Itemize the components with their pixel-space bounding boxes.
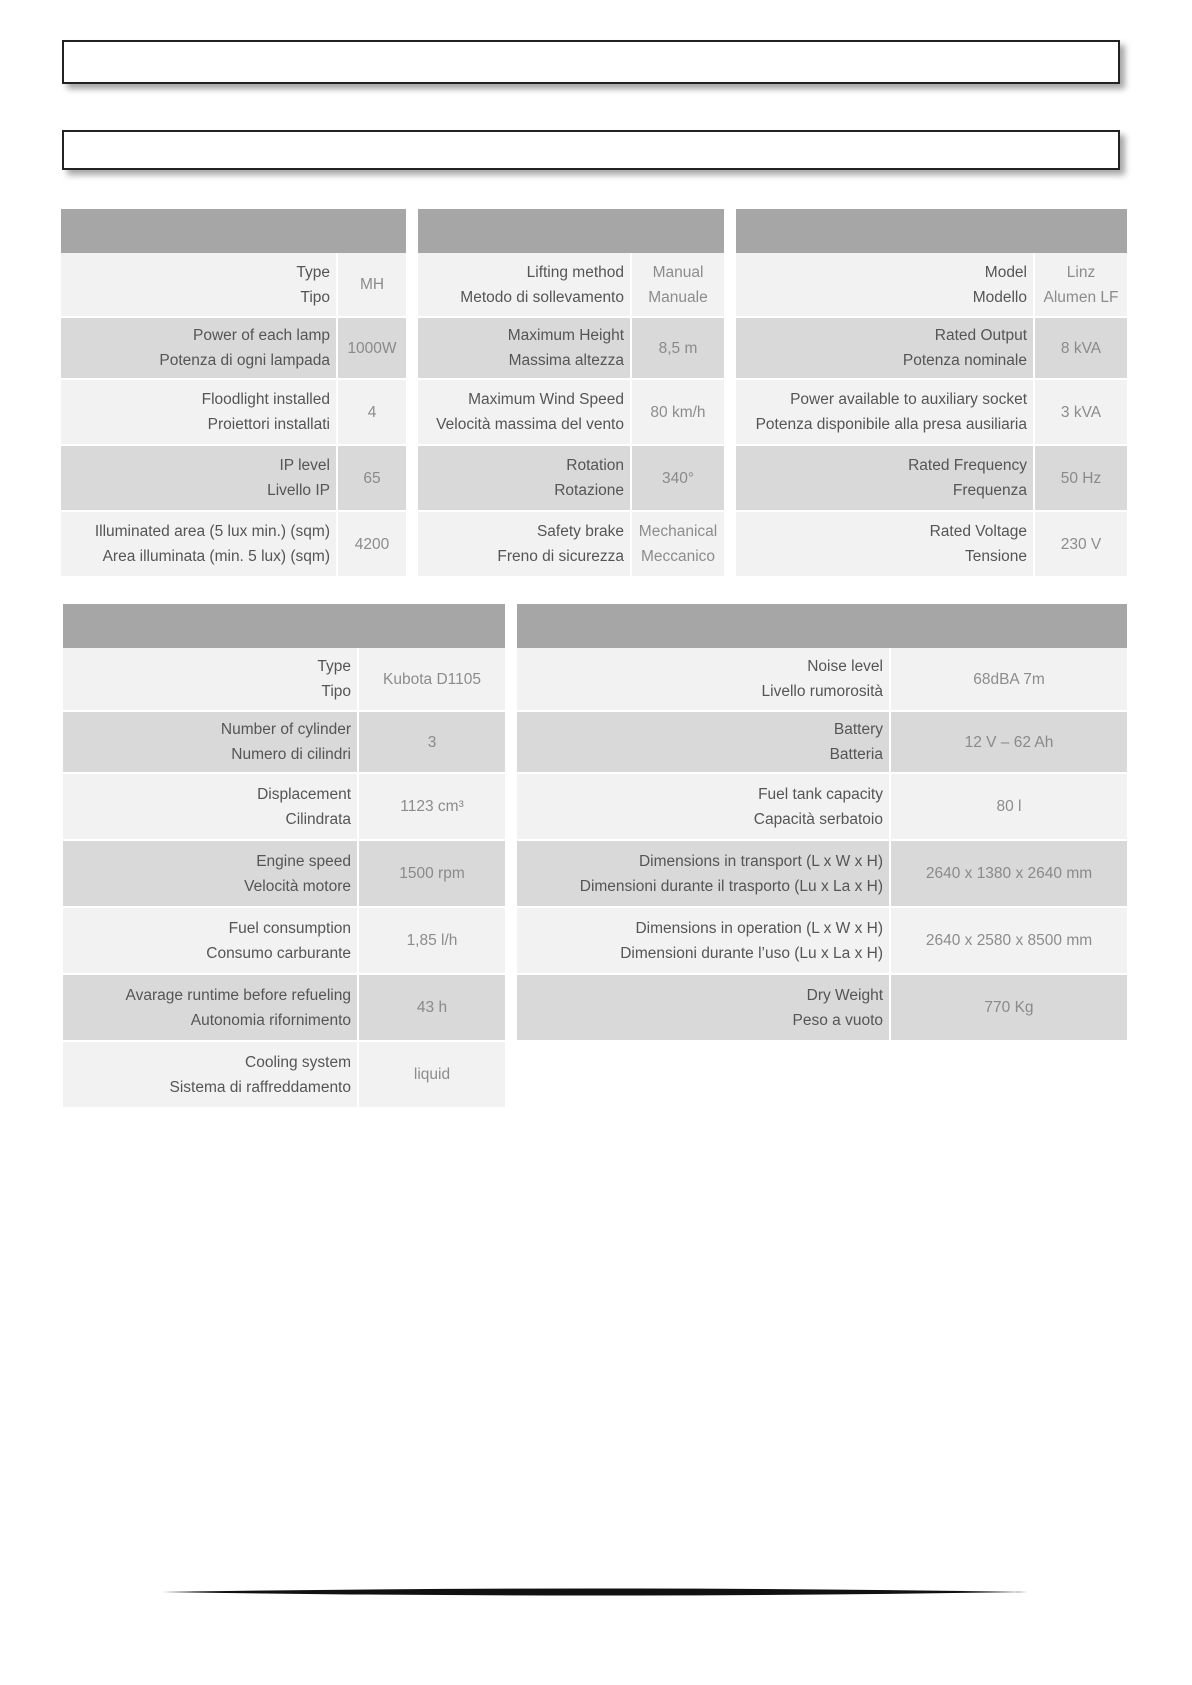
table-row xyxy=(736,317,1127,379)
label-english: Lifting method xyxy=(526,263,624,281)
label-english: Rotation xyxy=(566,457,624,474)
spec-value xyxy=(631,511,724,577)
spec-value xyxy=(337,511,406,577)
table-row xyxy=(63,648,505,711)
value-primary: 770 Kg xyxy=(984,999,1034,1016)
value-secondary: Manuale xyxy=(648,288,708,306)
value-primary: Manual xyxy=(652,263,704,281)
spec-label xyxy=(736,379,1034,445)
table-header xyxy=(418,209,724,253)
spec-value xyxy=(358,648,505,711)
spec-value xyxy=(890,773,1127,840)
spec-label xyxy=(736,253,1034,317)
value-primary: 1,85 l/h xyxy=(406,932,458,949)
table-row xyxy=(418,253,724,317)
label-english: Noise level xyxy=(807,658,883,675)
label-english: Model xyxy=(984,263,1027,281)
table-row xyxy=(61,511,406,577)
spec-label xyxy=(517,974,890,1041)
value-primary: 1123 cm³ xyxy=(400,798,464,815)
spec-value xyxy=(337,317,406,379)
table-row xyxy=(418,445,724,511)
table-row xyxy=(63,773,505,840)
spec-label xyxy=(418,253,631,317)
label-italian: Potenza di ogni lampada xyxy=(159,352,330,369)
label-italian: Dimensioni durante l’uso (Lu x La x H) xyxy=(620,944,883,962)
label-english: Dimensions in operation (L x W x H) xyxy=(635,919,883,937)
general-spec-table xyxy=(517,604,1127,1042)
table-row xyxy=(736,511,1127,577)
spec-label xyxy=(736,317,1034,379)
value-primary: 230 V xyxy=(1060,535,1102,553)
label-italian: Tipo xyxy=(321,683,351,700)
spec-value xyxy=(631,317,724,379)
table-header xyxy=(517,604,1127,648)
spec-label xyxy=(736,511,1034,577)
lighting-spec-table xyxy=(61,209,406,578)
spec-label xyxy=(61,445,337,511)
value-primary: 340° xyxy=(661,469,695,487)
label-italian: Metodo di sollevamento xyxy=(460,288,624,306)
spec-label xyxy=(63,711,358,773)
label-english: Fuel tank capacity xyxy=(758,785,883,803)
value-primary: 3 kVA xyxy=(1060,403,1102,421)
table-row xyxy=(63,907,505,974)
value-primary: MH xyxy=(359,276,385,293)
label-italian: Livello IP xyxy=(267,482,330,499)
label-italian: Frequenza xyxy=(952,482,1027,499)
value-primary: 80 km/h xyxy=(650,403,706,421)
spec-value xyxy=(890,974,1127,1041)
spec-label xyxy=(63,648,358,711)
label-italian: Capacità serbatoio xyxy=(753,810,883,828)
spec-label xyxy=(517,773,890,840)
value-primary: 50 Hz xyxy=(1060,469,1102,487)
spec-value xyxy=(1034,253,1127,317)
value-primary: 80 l xyxy=(996,798,1022,815)
spec-value xyxy=(890,648,1127,711)
table-row xyxy=(517,974,1127,1041)
label-italian: Freno di sicurezza xyxy=(497,548,624,565)
label-english: Floodlight installed xyxy=(201,391,330,408)
value-primary: 4 xyxy=(367,403,377,421)
spec-label xyxy=(61,511,337,577)
spec-value xyxy=(1034,445,1127,511)
spec-value xyxy=(358,907,505,974)
label-italian: Numero di cilindri xyxy=(231,746,351,763)
value-primary: liquid xyxy=(413,1066,451,1083)
table-header xyxy=(63,604,505,648)
label-english: IP level xyxy=(279,457,330,474)
label-english: Cooling system xyxy=(245,1053,351,1071)
label-italian: Rotazione xyxy=(554,482,624,499)
label-english: Dry Weight xyxy=(806,986,883,1004)
label-english: Maximum Height xyxy=(507,327,624,344)
spec-label xyxy=(61,379,337,445)
value-primary: 1500 rpm xyxy=(399,865,465,882)
value-primary: 1000W xyxy=(347,339,397,357)
spec-value xyxy=(337,379,406,445)
spec-label xyxy=(418,379,631,445)
spec-label xyxy=(517,648,890,711)
table-row xyxy=(63,1041,505,1108)
table-row xyxy=(517,773,1127,840)
label-english: Number of cylinder xyxy=(220,721,351,738)
table-row xyxy=(517,648,1127,711)
label-italian: Tipo xyxy=(300,288,330,306)
spec-label xyxy=(63,840,358,907)
spec-label xyxy=(517,907,890,974)
table-row xyxy=(61,379,406,445)
spec-value xyxy=(358,974,505,1041)
label-italian: Consumo carburante xyxy=(206,944,351,962)
engine-spec-table xyxy=(63,604,505,1109)
spec-label xyxy=(517,711,890,773)
table-row xyxy=(418,379,724,445)
table-row xyxy=(418,511,724,577)
spec-value xyxy=(358,773,505,840)
spec-value xyxy=(358,840,505,907)
table-header xyxy=(736,209,1127,253)
value-secondary: Meccanico xyxy=(640,548,716,565)
label-italian: Proiettori installati xyxy=(207,416,330,433)
label-english: Maximum Wind Speed xyxy=(468,391,624,408)
table-row xyxy=(61,445,406,511)
table-row xyxy=(517,840,1127,907)
spec-value xyxy=(1034,511,1127,577)
spec-label xyxy=(418,317,631,379)
generator-spec-table xyxy=(736,209,1127,578)
table-row xyxy=(63,840,505,907)
value-primary: 12 V – 62 Ah xyxy=(964,733,1054,751)
spec-label xyxy=(63,974,358,1041)
label-italian: Batteria xyxy=(829,746,883,763)
label-italian: Massima altezza xyxy=(508,352,624,369)
spec-label xyxy=(63,773,358,840)
value-primary: 8 kVA xyxy=(1060,339,1102,357)
spec-value xyxy=(890,840,1127,907)
table-row xyxy=(517,711,1127,773)
label-english: Illuminated area (5 lux min.) (sqm) xyxy=(94,523,330,540)
spec-label xyxy=(61,253,337,317)
label-italian: Livello rumorosità xyxy=(761,683,883,700)
spec-label xyxy=(736,445,1034,511)
spec-label xyxy=(61,317,337,379)
label-italian: Tensione xyxy=(964,548,1027,565)
value-primary: 4200 xyxy=(354,535,390,553)
label-italian: Velocità motore xyxy=(244,877,351,895)
value-primary: 2640 x 1380 x 2640 mm xyxy=(925,865,1093,882)
spec-label xyxy=(63,907,358,974)
label-italian: Modello xyxy=(972,288,1027,306)
table-row xyxy=(418,317,724,379)
footer-divider xyxy=(162,1586,1028,1598)
label-english: Avarage runtime before refueling xyxy=(125,986,351,1004)
label-english: Type xyxy=(296,263,330,281)
label-english: Safety brake xyxy=(536,523,624,540)
label-italian: Dimensioni durante il trasporto (Lu x La x H) xyxy=(579,877,883,895)
value-primary: 2640 x 2580 x 8500 mm xyxy=(925,932,1093,949)
spec-label xyxy=(517,840,890,907)
label-italian: Area illuminata (min. 5 lux) (sqm) xyxy=(102,548,330,565)
spec-value xyxy=(631,379,724,445)
spec-label xyxy=(418,511,631,577)
spec-value xyxy=(890,711,1127,773)
table-row xyxy=(61,317,406,379)
spec-label xyxy=(418,445,631,511)
title-banner xyxy=(62,40,1120,84)
label-italian: Cilindrata xyxy=(285,810,351,828)
label-italian: Potenza nominale xyxy=(902,352,1027,369)
value-primary: Linz xyxy=(1066,263,1096,281)
value-primary: 43 h xyxy=(416,999,448,1016)
table-row xyxy=(736,253,1127,317)
label-english: Dimensions in transport (L x W x H) xyxy=(638,852,883,870)
spec-value xyxy=(337,253,406,317)
spec-value xyxy=(358,711,505,773)
value-primary: Kubota D1105 xyxy=(383,670,481,688)
label-english: Power of each lamp xyxy=(193,327,330,344)
table-row xyxy=(736,445,1127,511)
table-row xyxy=(61,253,406,317)
spec-value xyxy=(1034,317,1127,379)
label-italian: Sistema di raffreddamento xyxy=(169,1078,351,1096)
table-row xyxy=(736,379,1127,445)
value-primary: 3 xyxy=(427,733,437,751)
label-english: Rated Output xyxy=(934,327,1027,344)
label-english: Displacement xyxy=(257,785,351,803)
label-english: Rated Voltage xyxy=(929,523,1027,540)
table-row xyxy=(517,907,1127,974)
spec-value xyxy=(358,1041,505,1108)
value-secondary: Alumen LF xyxy=(1043,288,1119,306)
table-header xyxy=(61,209,406,253)
value-primary: 65 xyxy=(363,469,381,487)
label-italian: Autonomia rifornimento xyxy=(190,1011,351,1029)
label-english: Fuel consumption xyxy=(228,919,351,937)
label-english: Battery xyxy=(833,721,883,738)
table-row xyxy=(63,711,505,773)
label-english: Rated Frequency xyxy=(908,457,1027,474)
label-english: Engine speed xyxy=(256,852,351,870)
table-row xyxy=(63,974,505,1041)
value-primary: Mechanical xyxy=(638,523,718,540)
label-italian: Peso a vuoto xyxy=(792,1011,883,1029)
label-english: Type xyxy=(317,658,351,675)
label-italian: Velocità massima del vento xyxy=(436,416,624,433)
value-primary: 8,5 m xyxy=(658,339,698,357)
spec-label xyxy=(63,1041,358,1108)
subtitle-banner xyxy=(62,130,1120,170)
label-english: Power available to auxiliary socket xyxy=(790,391,1027,408)
spec-value xyxy=(1034,379,1127,445)
spec-value xyxy=(631,445,724,511)
spec-value xyxy=(631,253,724,317)
value-primary: 68dBA 7m xyxy=(973,670,1045,688)
mast-spec-table xyxy=(418,209,724,578)
label-italian: Potenza disponibile alla presa ausiliaria xyxy=(755,416,1027,433)
spec-value xyxy=(337,445,406,511)
spec-value xyxy=(890,907,1127,974)
